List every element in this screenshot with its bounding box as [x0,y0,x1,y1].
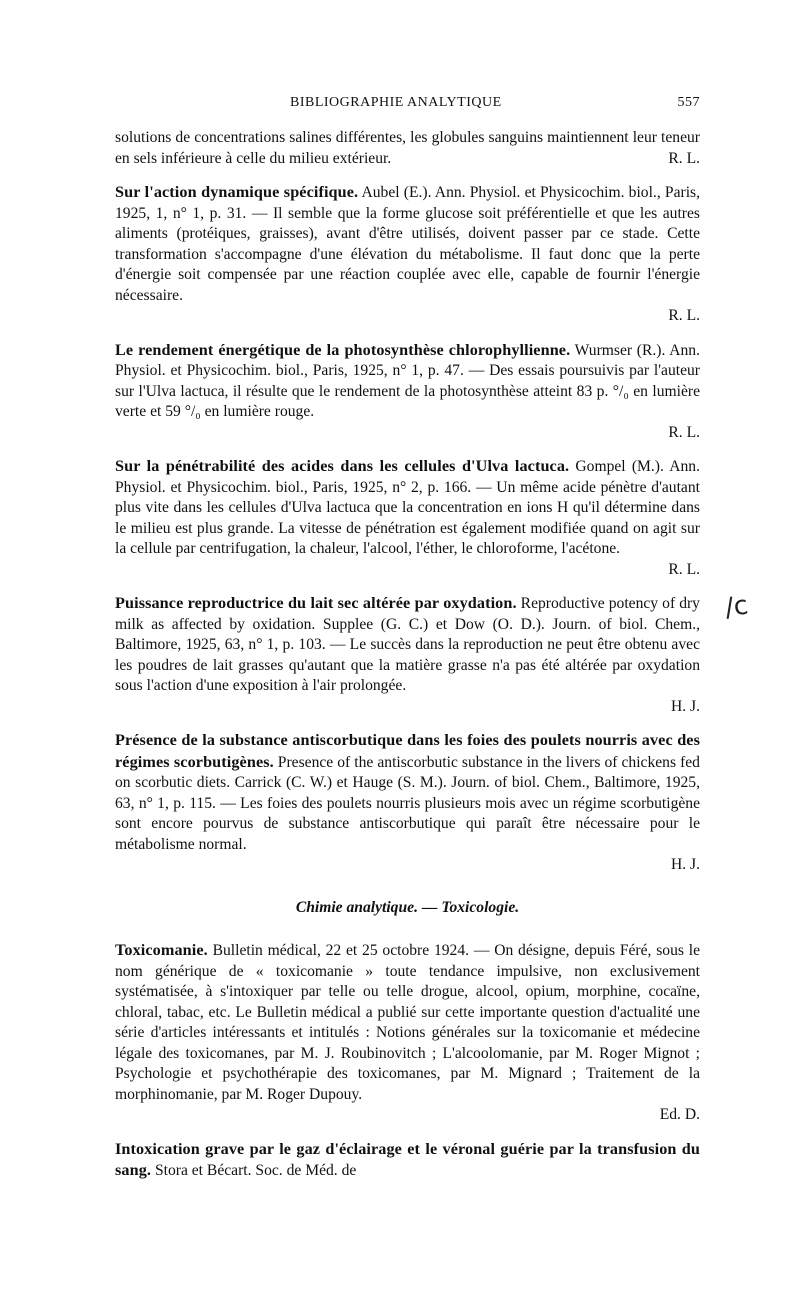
entry-title: Présence de la substance antiscorbutique dans les foies des poulets nourris avec des régimes scorbutigènes. [115,731,700,771]
entry-text: Reproductive potency of dry milk as affected by oxidation. Supplee (G. C.) et Dow (O. D.). Journ. of biol. Chem., Baltimore, 1925, 63, n° 1, p. 103. — Le succès dans la reproduction ne peut être obtenu avec les poudres de lait grasses qu'autant que la matière grasse n'a pas été altérée par oxydation sous l'action d'une exposition à l'air prolongée. [115,595,700,694]
entry-text: solutions de concentrations salines différentes, les globules sanguins maintiennent leur teneur en sels inférieure à celle du milieu extérieur. [115,129,700,167]
entry-initials: H. J. [670,856,700,873]
page-header [115,95,700,115]
entry-initials: H. J. [670,697,700,715]
entry-penetrabilite [115,456,700,580]
entry-continuation [115,128,700,169]
handwritten-margin-note: /c [723,590,751,624]
entry-title: Sur la pénétrabilité des acides dans les cellules d'Ulva lactuca. [115,457,570,475]
entry-text: Bulletin médical, 22 et 25 octobre 1924. — On désigne, depuis Féré, sous le nom générique de « toxicomanie » toute tendance impulsive, non exclusivement systématisée, à s'intoxiquer par telle ou telle drogue, alcool, opium, morphine, cocaïne, chloral, tabac, etc. Le Bulletin médical a publié sur cette importante question d'actualité une série d'articles intéressants et intitulés : Notions générales sur la toxicomanie et médecine légale des toxicomanes, par M. J. Roubinovitch ; L'alcoolomanie, par M. Roger Mignot ; Psychologie et psychothérapie des toxicomanes, par M. Mignard ; Traitement de la morphinomanie, par M. Roger Dupouy. [115,942,700,1103]
entry-action-dynamique [115,182,700,327]
entry-initials: R. L. [668,307,700,324]
entry-rendement-energetique [115,340,700,444]
entry-toxicomanie [115,940,700,1126]
entry-intoxication-gaz [115,1139,700,1182]
entry-title: Le rendement énergétique de la photosynthèse chlorophyllienne. [115,340,571,359]
entry-text: Stora et Bécart. Soc. de Méd. de [151,1162,357,1179]
document-body [115,128,700,1182]
entry-initials: Ed. D. [659,1106,700,1123]
entry-title: Intoxication grave par le gaz d'éclairage et le véronal guérie par la transfusion du sang. [115,1139,700,1179]
entry-text: Gompel (M.). Ann. Physiol. et Physicochim. biol., Paris, 1925, n° 2, p. 166. — Un même acide pénètre d'autant plus vite dans les cellules d'Ulva lactuca que la concentration en ions H qu'il détermine dans le milieu est plus grande. La vitesse de pénétration est également modifiée quand on agit sur la cellule par centrifugation, la chaleur, l'alcool, l'éther, le chloroforme, l'acétone. [115,458,700,557]
entry-title: Puissance reproductrice du lait sec altérée par oxydation. [115,594,517,612]
entry-title: Sur l'action dynamique spécifique. [115,183,359,201]
document-page [115,95,700,1195]
page-number: 557 [677,95,700,110]
entry-initials: R. L. [668,560,700,578]
entry-text: Aubel (E.). Ann. Physiol. et Physicochim. biol., Paris, 1925, 1, n° 1, p. 31. — Il semble que la forme glucose soit préférentielle et que les autres aliments (protéiques, graisses), avant d'être utilisés, doivent passer par ce stade. Cette transformation s'accompagne d'une élévation du métabolisme. Il faut donc que la perte d'énergie soit compensée par une réaction couplée avec elle, capable de fournir l'énergie nécessaire. [115,184,700,304]
entry-initials: R. L. [668,423,700,441]
entry-title: Toxicomanie. [115,941,208,959]
entry-initials: R. L. [668,149,700,167]
entry-lait-sec [115,593,700,717]
section-heading: Chimie analytique. — Toxicologie. [295,898,520,916]
entry-text: Wurmser (R.). Ann. Physiol. et Physicochim. biol., Paris, 1925, n° 1, p. 47. — Des essais poursuivis par l'auteur sur l'Ulva lactuca, il résulte que le rendement de la photosynthèse atteint 83 p. °/₀ en lumière verte et 59 °/₀ en lumière rouge. [115,341,700,420]
entry-antiscorbutique [115,730,700,876]
entry-text: Presence of the antiscorbutic substance in the livers of chickens fed on scorbutic diets. Carrick (C. W.) et Hauge (S. M.). Journ. of biol. Chem., Baltimore, 1925, 63, n° 1, p. 115. — Les foies des poulets nourris plusieurs mois avec un régime scorbutigène sont encore pourvus de substance antiscorbutique qui paraît être nécessaire pour le métabolisme normal. [115,753,700,853]
running-title: BIBLIOGRAPHIE ANALYTIQUE [290,95,502,110]
